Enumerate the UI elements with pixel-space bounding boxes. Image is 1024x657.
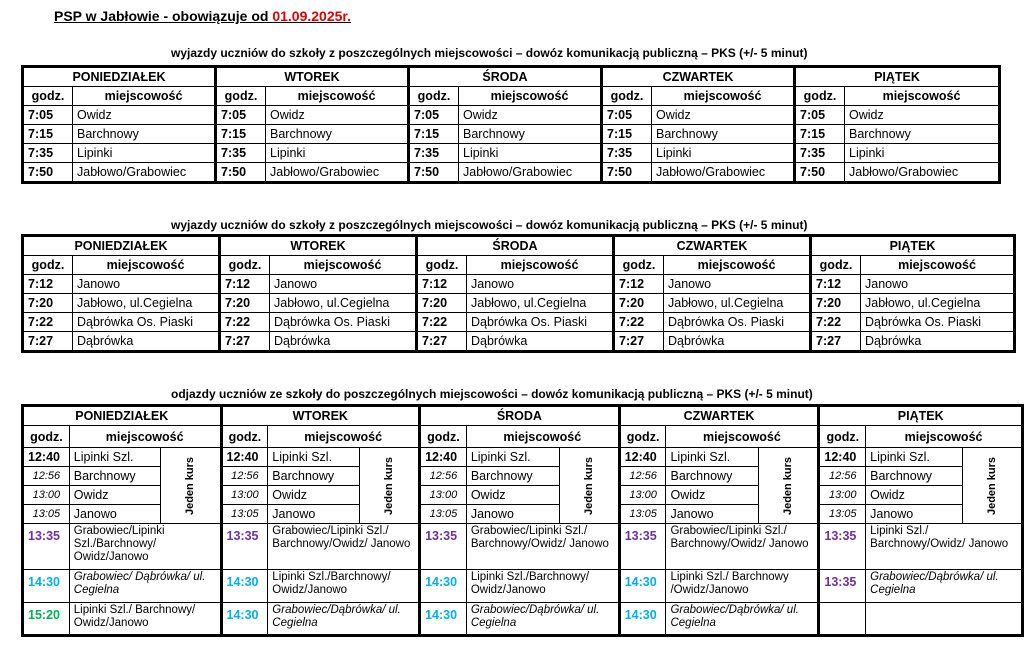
time-cell: 7:05 [795,106,845,125]
place-cell: Jabłowo/Grabowiec [459,163,602,183]
time-cell: 7:35 [409,144,459,163]
time-cell: 13:35 [619,524,666,570]
single-run-label [559,448,619,524]
single-run-text: Jeden kurs [782,456,795,516]
day-header: PIĄTEK [811,236,1015,256]
time-cell: 12:56 [23,467,70,486]
day-header: PONIEDZIAŁEK [23,406,222,426]
day-header-row [23,67,1000,87]
place-cell: Lipinki Szl./Barchnowy/ Owidz/Janowo [268,570,420,603]
day-header-row [23,236,1015,256]
time-cell: 7:12 [811,275,861,294]
place-cell: Grabowiec/Lipinki Szl./ Barchnowy/Owidz/ Janowo [466,524,619,570]
time-cell: 14:30 [221,603,268,636]
table-row [23,524,1023,570]
col-time-header: godz. [221,426,268,448]
time-cell: 7:27 [811,332,861,352]
time-cell: 13:35 [819,570,866,603]
table-row [23,603,1023,636]
time-cell: 7:35 [602,144,652,163]
time-cell: 13:00 [23,486,70,505]
col-place-header: miejscowość [664,256,811,275]
col-place-header: miejscowość [652,87,795,106]
col-time-header: godz. [614,256,664,275]
time-cell: 15:20 [23,603,70,636]
column-header-row [23,256,1015,275]
table-row [23,448,1023,467]
place-cell: Lipinki [652,144,795,163]
time-cell: 13:05 [23,505,70,524]
place-cell: Janowo [467,275,614,294]
time-cell: 13:05 [221,505,268,524]
place-cell: Barchnowy [268,467,360,486]
day-header: ŚRODA [417,236,614,256]
time-cell: 7:27 [220,332,270,352]
time-cell: 12:40 [420,448,467,467]
time-cell: 7:50 [795,163,845,183]
place-cell: Lipinki Szl./Barchnowy/ Owidz/Janowo [466,570,619,603]
col-place-header: miejscowość [268,426,420,448]
day-header: PIĄTEK [819,406,1023,426]
column-header-row [23,87,1000,106]
table-row [23,294,1015,313]
time-cell: 14:30 [420,603,467,636]
col-place-header: miejscowość [861,256,1015,275]
time-cell: 13:00 [819,486,866,505]
col-time-header: godz. [23,426,70,448]
time-cell: 12:56 [819,467,866,486]
time-cell: 7:35 [795,144,845,163]
section1-title: wyjazdy uczniów do szkoły z poszczególnych miejscowości – dowóz komunikacją publiczną – PKS (+/- 5 minut) [171,46,808,60]
time-cell: 12:40 [221,448,268,467]
time-cell: 7:20 [811,294,861,313]
col-time-header: godz. [795,87,845,106]
col-place-header: miejscowość [666,426,819,448]
place-cell: Dąbrówka Os. Piaski [861,313,1015,332]
place-cell: Grabowiec/Lipinki Szl./ Barchnowy/Owidz/ Janowo [268,524,420,570]
time-cell: 14:30 [619,570,666,603]
time-cell: 14:30 [619,603,666,636]
place-cell: Grabowiec/ Dąbrówka/ ul. Cegielna [69,570,221,603]
section2-title: wyjazdy uczniów do szkoły z poszczególnych miejscowości – dowóz komunikacją publiczną – PKS (+/- 5 minut) [171,218,808,232]
place-cell: Owidz [466,486,559,505]
col-time-header: godz. [602,87,652,106]
time-cell: 7:12 [220,275,270,294]
place-cell: Owidz [845,106,1000,125]
col-time-header: godz. [216,87,266,106]
time-cell: 12:40 [819,448,866,467]
time-cell: 12:56 [221,467,268,486]
place-cell: Janowo [73,275,220,294]
place-cell: Janowo [270,275,417,294]
col-time-header: godz. [420,426,467,448]
time-cell: 7:05 [23,106,73,125]
time-cell: 7:12 [614,275,664,294]
table-row [23,106,1000,125]
col-place-header: miejscowość [845,87,1000,106]
day-header: WTOREK [220,236,417,256]
time-cell: 7:20 [614,294,664,313]
place-cell: Lipinki [266,144,409,163]
place-cell: Jabłowo, ul.Cegielna [73,294,220,313]
place-cell: Lipinki Szl. [666,448,759,467]
school-name: PSP w Jabłowie - obowiązuje od [54,8,273,24]
time-cell: 7:22 [417,313,467,332]
col-time-header: godz. [23,256,73,275]
place-cell: Janowo [69,505,161,524]
place-cell: Barchnowy [652,125,795,144]
place-cell: Owidz [73,106,216,125]
place-cell: Lipinki Szl./ Barchnowy/ Owidz/Janowo [69,603,221,636]
time-cell: 7:20 [23,294,73,313]
time-cell: 12:40 [23,448,70,467]
time-cell: 13:35 [221,524,268,570]
place-cell: Grabowiec/Dąbrówka/ ul. Cegielna [666,603,819,636]
time-cell: 13:35 [819,524,866,570]
place-cell: Owidz [866,486,963,505]
single-run-text: Jeden kurs [383,456,396,516]
time-cell: 13:00 [619,486,666,505]
place-cell [866,603,1023,636]
place-cell: Lipinki Szl./ Barchnowy/Owidz/ Janowo [866,524,1023,570]
section3-title: odjazdy uczniów ze szkoły do poszczególnych miejscowości – dowóz komunikacją publiczną – PKS (+/- 5 minut) [171,387,813,401]
place-cell: Grabowiec/Lipinki Szl./ Barchnowy/Owidz/ Janowo [666,524,819,570]
time-cell: 7:05 [409,106,459,125]
col-time-header: godz. [811,256,861,275]
col-time-header: godz. [23,87,73,106]
place-cell: Dąbrówka [861,332,1015,352]
col-place-header: miejscowość [266,87,409,106]
day-header: PONIEDZIAŁEK [23,236,220,256]
place-cell: Owidz [69,486,161,505]
place-cell: Janowo [866,505,963,524]
day-header: WTOREK [221,406,420,426]
section3-table [21,404,1024,637]
place-cell: Lipinki Szl./ Barchnowy /Owidz/Janowo [666,570,819,603]
section1-table [21,65,1001,184]
place-cell: Owidz [266,106,409,125]
day-header: CZWARTEK [614,236,811,256]
time-cell: 13:00 [221,486,268,505]
place-cell: Barchnowy [73,125,216,144]
time-cell: 7:50 [23,163,73,183]
time-cell: 7:35 [23,144,73,163]
col-place-header: miejscowość [73,256,220,275]
place-cell: Grabowiec/Dąbrówka/ ul. Cegielna [268,603,420,636]
place-cell: Grabowiec/Lipinki Szl./Barchnowy/ Owidz/Janowo [69,524,221,570]
place-cell: Lipinki [459,144,602,163]
time-cell: 7:50 [602,163,652,183]
place-cell: Barchnowy [466,467,559,486]
time-cell: 7:05 [216,106,266,125]
day-header: WTOREK [216,67,409,87]
place-cell: Janowo [664,275,811,294]
time-cell: 7:27 [23,332,73,352]
time-cell: 7:22 [23,313,73,332]
table-row [23,163,1000,183]
column-header-row [23,426,1023,448]
place-cell: Lipinki Szl. [466,448,559,467]
place-cell: Dąbrówka Os. Piaski [73,313,220,332]
table-row [23,144,1000,163]
single-run-label [359,448,419,524]
page-title [54,8,351,24]
place-cell: Janowo [466,505,559,524]
col-time-header: godz. [619,426,666,448]
time-cell: 7:22 [811,313,861,332]
place-cell: Barchnowy [69,467,161,486]
place-cell: Jabłowo, ul.Cegielna [664,294,811,313]
day-header: CZWARTEK [602,67,795,87]
time-cell: 7:50 [216,163,266,183]
single-run-label [161,448,221,524]
place-cell: Dąbrówka [467,332,614,352]
single-run-label [759,448,819,524]
time-cell: 7:22 [220,313,270,332]
place-cell: Barchnowy [266,125,409,144]
col-place-header: miejscowość [270,256,417,275]
col-place-header: miejscowość [466,426,619,448]
time-cell: 7:12 [23,275,73,294]
place-cell: Dąbrówka [270,332,417,352]
table-row [23,125,1000,144]
place-cell: Jabłowo/Grabowiec [266,163,409,183]
place-cell: Dąbrówka Os. Piaski [270,313,417,332]
table-row [23,313,1015,332]
time-cell: 7:15 [602,125,652,144]
place-cell: Jabłowo/Grabowiec [652,163,795,183]
place-cell: Barchnowy [845,125,1000,144]
place-cell: Lipinki Szl. [866,448,963,467]
place-cell: Lipinki [73,144,216,163]
col-time-header: godz. [409,87,459,106]
time-cell: 13:05 [819,505,866,524]
col-time-header: godz. [819,426,866,448]
time-cell: 13:05 [619,505,666,524]
time-cell: 12:56 [420,467,467,486]
place-cell: Grabowiec/Dąbrówka/ ul. Cegielna [466,603,619,636]
place-cell: Lipinki Szl. [69,448,161,467]
time-cell: 7:15 [795,125,845,144]
time-cell: 7:15 [409,125,459,144]
day-header: PIĄTEK [795,67,1000,87]
place-cell: Jabłowo, ul.Cegielna [270,294,417,313]
place-cell: Grabowiec/Dąbrówka/ ul. Cegielna [866,570,1023,603]
time-cell: 7:05 [602,106,652,125]
col-place-header: miejscowość [69,426,221,448]
time-cell: 7:27 [417,332,467,352]
place-cell: Janowo [268,505,360,524]
place-cell: Jabłowo, ul.Cegielna [861,294,1015,313]
place-cell: Jabłowo, ul.Cegielna [467,294,614,313]
time-cell: 7:20 [220,294,270,313]
place-cell: Dąbrówka [664,332,811,352]
time-cell: 14:30 [420,570,467,603]
time-cell: 7:50 [409,163,459,183]
section2-table [21,234,1016,353]
place-cell: Owidz [652,106,795,125]
single-run-text: Jeden kurs [582,456,595,516]
place-cell: Jabłowo/Grabowiec [845,163,1000,183]
place-cell: Owidz [666,486,759,505]
table-row [23,570,1023,603]
time-cell: 13:05 [420,505,467,524]
place-cell: Lipinki [845,144,1000,163]
time-cell: 13:00 [420,486,467,505]
col-place-header: miejscowość [467,256,614,275]
time-cell: 12:40 [619,448,666,467]
time-cell: 7:20 [417,294,467,313]
effective-date: 01.09.2025r. [272,8,351,24]
table-row [23,275,1015,294]
place-cell: Owidz [459,106,602,125]
time-cell [819,603,866,636]
place-cell: Barchnowy [866,467,963,486]
place-cell: Dąbrówka Os. Piaski [467,313,614,332]
day-header: ŚRODA [420,406,620,426]
col-place-header: miejscowość [866,426,1023,448]
time-cell: 7:15 [216,125,266,144]
time-cell: 7:22 [614,313,664,332]
col-place-header: miejscowość [459,87,602,106]
place-cell: Dąbrówka Os. Piaski [664,313,811,332]
time-cell: 7:12 [417,275,467,294]
time-cell: 14:30 [221,570,268,603]
single-run-label [962,448,1022,524]
day-header: PONIEDZIAŁEK [23,67,216,87]
single-run-text: Jeden kurs [985,456,998,516]
col-place-header: miejscowość [73,87,216,106]
single-run-text: Jeden kurs [184,456,197,516]
day-header-row [23,406,1023,426]
time-cell: 13:35 [420,524,467,570]
time-cell: 7:27 [614,332,664,352]
place-cell: Barchnowy [666,467,759,486]
time-cell: 7:15 [23,125,73,144]
day-header: ŚRODA [409,67,602,87]
col-time-header: godz. [417,256,467,275]
time-cell: 12:56 [619,467,666,486]
time-cell: 7:35 [216,144,266,163]
table-row [23,332,1015,352]
day-header: CZWARTEK [619,406,819,426]
place-cell: Lipinki Szl. [268,448,360,467]
place-cell: Jabłowo/Grabowiec [73,163,216,183]
time-cell: 14:30 [23,570,70,603]
place-cell: Owidz [268,486,360,505]
time-cell: 13:35 [23,524,70,570]
place-cell: Dąbrówka [73,332,220,352]
place-cell: Janowo [666,505,759,524]
place-cell: Barchnowy [459,125,602,144]
col-time-header: godz. [220,256,270,275]
place-cell: Janowo [861,275,1015,294]
